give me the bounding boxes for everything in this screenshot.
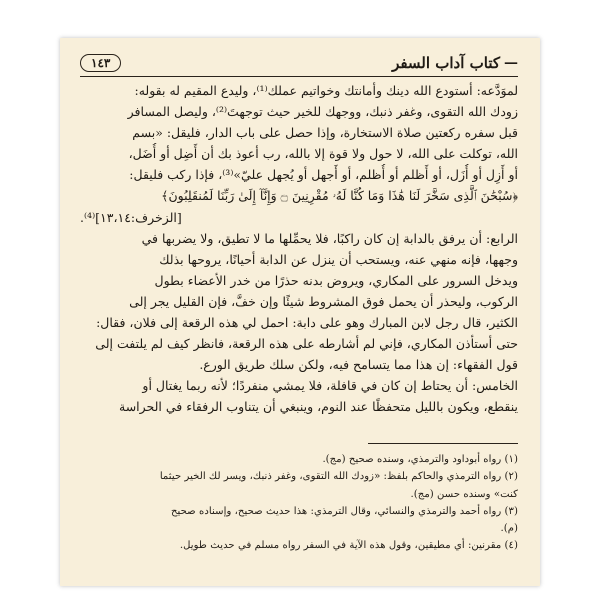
body-line: وجهها، فإنه منهي عنه، ويستحب أن ينزل عن الدابة أحيانًا، يروحها بذلك	[159, 251, 518, 267]
body-line: ينقطع، ويكون بالليل متحفظًا عند النوم، وينبغي أن يتناوب الرفقاء في الحراسة	[119, 399, 518, 415]
verse-reference: [الزخرف:١٣،١٤]⁽⁴⁾.	[80, 209, 182, 225]
body-line: أو أَزِل أو أُزَل، أو أَظلم أو أُظلم، أو أَجهل أو يُجهل عليّ»⁽³⁾، فإذا ركب فليقل:	[129, 167, 518, 183]
quran-verse: ﴿سُبْحَٰنَ ٱلَّذِى سَخَّرَ لَنَا هَٰذَا وَمَا كُنَّا لَهُۥ مُقْرِنِينَ ۝ وَإِنَّآ إِلَىٰ رَبِّنَا لَمُنقَلِبُونَ﴾	[161, 188, 518, 204]
body-line: الكثير، قال رجل لابن المبارك وهو على دابة: احمل لي هذه الرقعة إلى فلان، فقال:	[96, 315, 518, 331]
body-line: الله، توكلت على الله، لا حول ولا قوة إلا بالله، رب أعوذ بك أن أَضِل أو أُضَل،	[128, 146, 518, 162]
body-line: الرابع: أن يرفق بالدابة إن كان راكبًا، فلا يحمِّلها ما لا تطيق، ولا يضربها في	[141, 230, 518, 246]
footnote-line: (١) رواه أبوداود والترمذي، وسنده صحيح (مج).	[322, 454, 518, 465]
body-line: الخامس: أن يحتاط إن كان في قافلة، فلا يمشي منفردًا؛ لأنه ربما يغتال أو	[142, 378, 518, 394]
header-divider	[80, 76, 518, 77]
book-page	[60, 38, 540, 586]
footnotes	[80, 451, 518, 555]
running-header	[80, 52, 518, 74]
footnote-divider	[368, 443, 518, 444]
chapter-title	[392, 54, 518, 72]
page-number: ١٤٣	[80, 54, 121, 72]
body-line: قبل سفره ركعتين صلاة الاستخارة، وإذا حصل على باب الدار، فليقل: «بسم	[132, 125, 518, 141]
body-text	[80, 80, 518, 418]
dash-mark: —	[504, 55, 518, 71]
footnote-line: كنت» وسنده حسن (مج).	[410, 488, 518, 500]
body-line: قول الفقهاء: إن هذا مما يتسامح فيه، ولكن سلك طريق الورع.	[199, 357, 518, 373]
footnote-line: (م).	[500, 523, 518, 535]
footnote-line: (٢) رواه الترمذي والحاكم بلفظ: «زودك الله التقوى، وغفر ذنبك، ويسر لك الخير حيثما	[159, 471, 518, 483]
footnote-line: (٤) مقرنين: أي مطيقين، وقول هذه الآية في السفر رواه مسلم في حديث طويل.	[179, 540, 518, 552]
body-line: حتى أستأذن المكاري، فإني لم أشارطه على هذه الرقعة، فانظر كيف لم يلتفت إلى	[95, 336, 518, 352]
chapter-title-text: كتاب آداب السفر	[392, 54, 500, 72]
body-line: زودك الله التقوى، وغفر ذنبك، ووجهك للخير حيث توجهتَ⁽²⁾، وليصل المسافر	[127, 104, 518, 120]
body-line: ويدخل السرور على المكاري، ويروض بدنه حذرًا من خدر الأعضاء بطول	[154, 272, 518, 288]
footnote-line: (٣) رواه أحمد والترمذي والنسائي، وقال الترمذي: هذا حديث صحيح، وإسناده صحيح	[170, 505, 518, 517]
body-line: الركوب، وليحذر أن يحمل فوق المشروط شيئًا وإن خفَّ، فإن القليل يجر إلى	[129, 293, 518, 309]
body-line: لموَدَّعه: أستودع الله دينك وأمانتك وخواتيم عملك⁽¹⁾، وليدع المقيم له بقوله:	[134, 83, 518, 98]
